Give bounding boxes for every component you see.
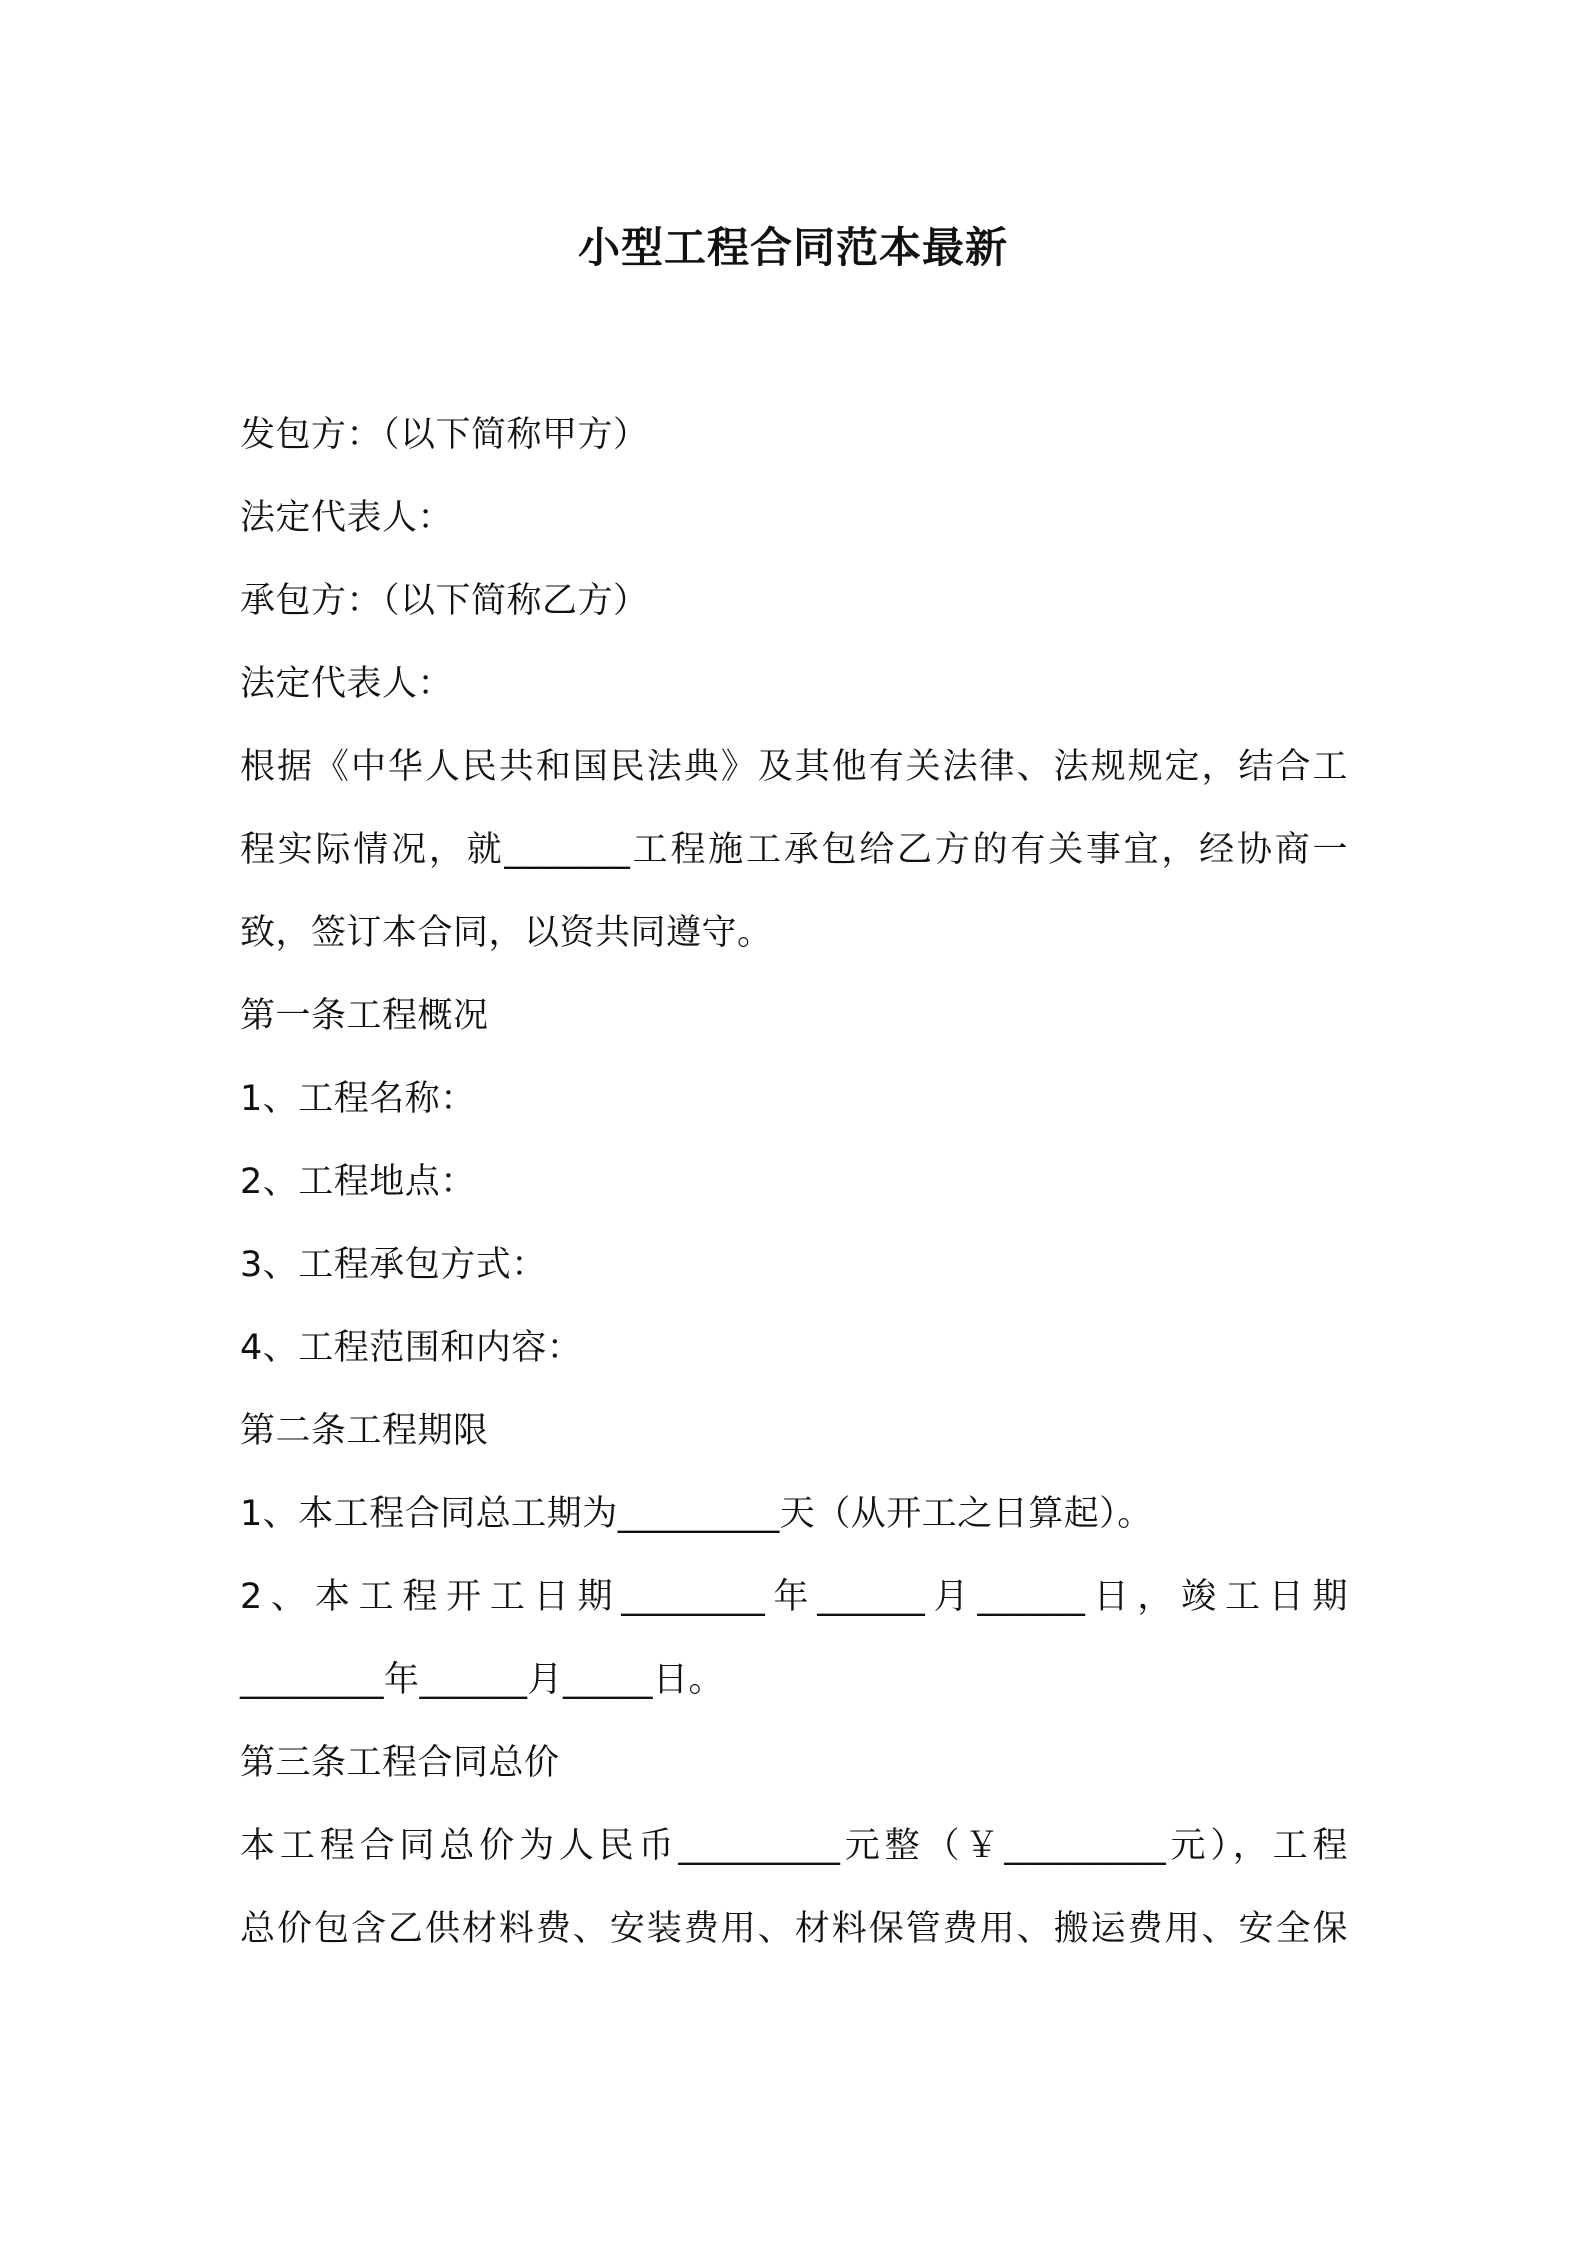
preamble-line-3: 致，签订本合同，以资共同遵守。 [240,913,773,953]
article-2-item-2-line-1: 2、本工程开工日期________年______月______日，竣工日期 [240,1577,1348,1617]
article-3-heading: 第三条工程合同总价 [240,1743,560,1783]
clause-contractor: 承包方：（以下简称乙方） [240,581,649,621]
article-2-item-2-line-2: ________年______月_____日。 [240,1660,725,1700]
preamble-line-1: 根据《中华人民共和国民法典》及其他有关法律、法规规定，结合工 [240,747,1348,787]
article-1-item-2: 2、工程地点： [240,1162,476,1202]
article-2-heading: 第二条工程期限 [240,1411,489,1451]
article-3-line-2: 总价包含乙供材料费、安装费用、材料保管费用、搬运费用、安全保 [240,1909,1348,1949]
article-1-item-1: 1、工程名称： [240,1079,476,1119]
clause-contractor-representative: 法定代表人： [240,664,454,704]
clause-employer-representative: 法定代表人： [240,498,454,538]
article-1-heading: 第一条工程概况 [240,996,489,1036]
document-body [240,410,1348,1987]
article-2-item-1: 1、本工程合同总工期为_________天（从开工之日算起）。 [240,1494,1153,1534]
document-title: 小型工程合同范本最新 [577,223,1008,272]
preamble-line-2: 程实际情况，就_______工程施工承包给乙方的有关事宜，经协商一 [240,830,1348,870]
article-1-item-4: 4、工程范围和内容： [240,1328,583,1368]
article-1-item-3: 3、工程承包方式： [240,1245,547,1285]
clause-employer: 发包方：（以下简称甲方） [240,415,649,455]
article-3-line-1: 本工程合同总价为人民币_________元整（￥_________元），工程 [240,1826,1348,1866]
